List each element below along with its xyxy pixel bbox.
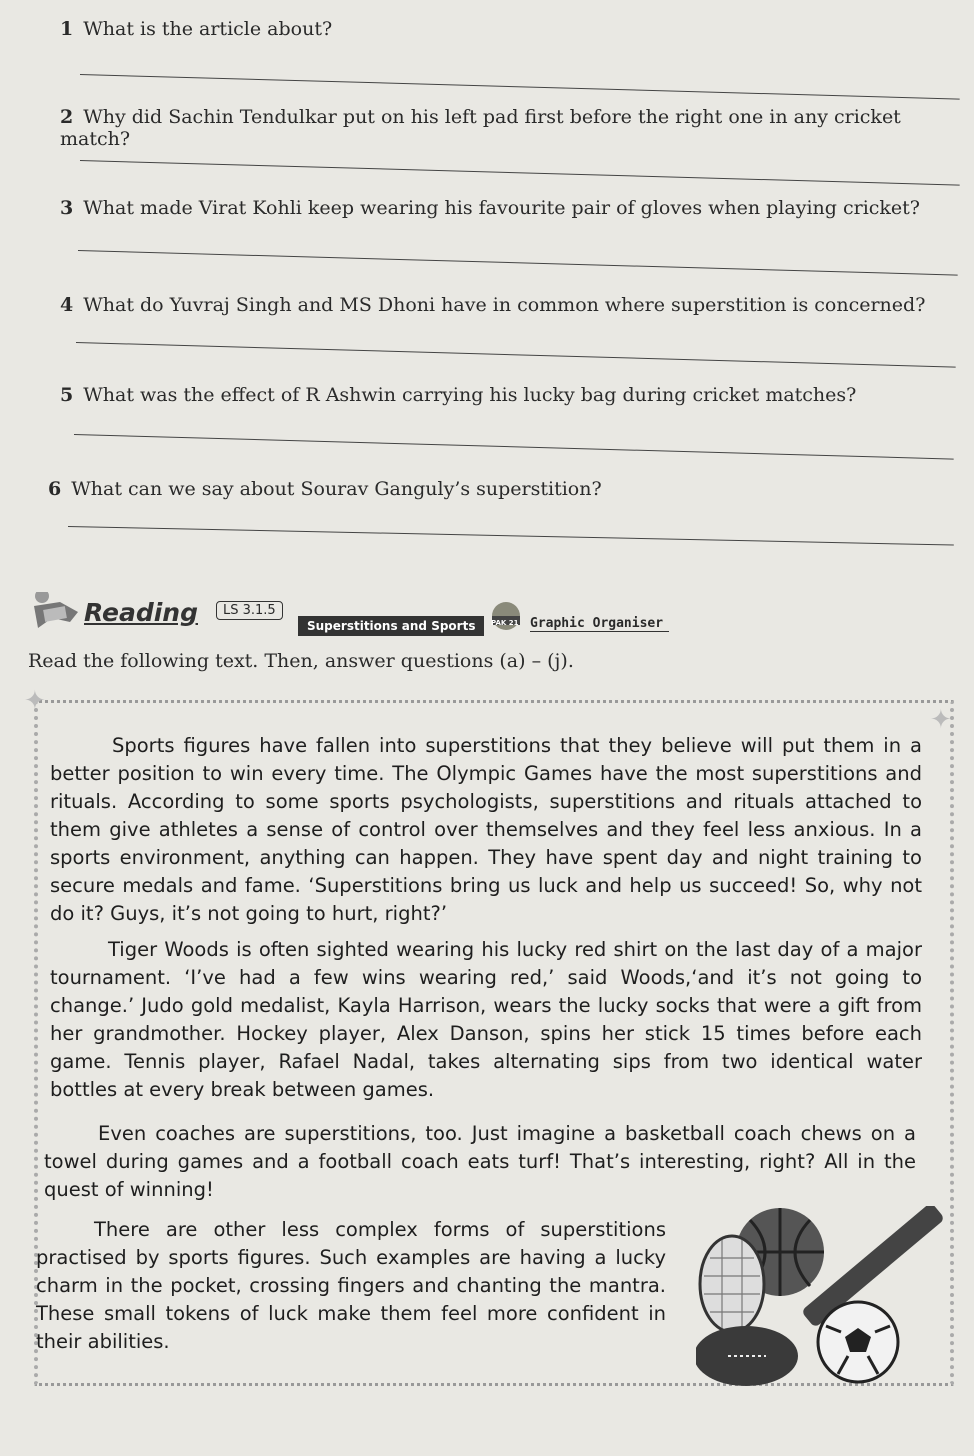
tennis-racket-icon	[700, 1236, 764, 1332]
question-1	[60, 18, 332, 40]
question-number: 1	[60, 18, 74, 40]
passage-paragraph-3: Even coaches are superstitions, too. Just imagine a basketball coach chews on a towel during games and a football coach eats turf! That’s interesting, right? All in the quest of winning!	[44, 1122, 916, 1201]
answer-line-3[interactable]	[78, 250, 958, 276]
answer-line-4[interactable]	[76, 342, 956, 368]
question-3	[60, 197, 920, 219]
question-text: What is the article about?	[83, 18, 333, 40]
question-6	[48, 478, 602, 500]
question-number: 4	[60, 294, 74, 316]
football-icon	[818, 1302, 898, 1382]
question-text: What can we say about Sourav Ganguly’s superstition?	[71, 478, 602, 500]
question-number: 6	[48, 478, 62, 500]
question-number: 3	[60, 197, 74, 219]
passage-paragraph-4: There are other less complex forms of superstitions practised by sports figures. Such examples are having a lucky charm in the pocket, crossing fingers and chanting the mantra. These small tokens of luck make them feel more confident in their abilities.	[36, 1218, 666, 1353]
rugby-ball-icon	[696, 1326, 798, 1386]
question-number: 5	[60, 384, 74, 406]
learning-standard-badge: LS 3.1.5	[216, 601, 283, 620]
question-5	[60, 384, 856, 406]
question-text: Why did Sachin Tendulkar put on his left pad first before the right one in any cricket match?	[60, 106, 901, 150]
passage-paragraph-2: Tiger Woods is often sighted wearing his lucky red shirt on the last day of a major tournament. ‘I’ve had a few wins wearing red,’ said Woods,‘and it’s not going to change.’ Judo gold medalist, Kayla Harrison, wears the lucky socks that were a gift from her grandmother. Hockey player, Alex Danson, spins her stick 15 times before each game. Tennis player, Rafael Nadal, takes alternating sips from two identical water bottles at every break between games.	[50, 938, 922, 1101]
section-title: Reading	[84, 598, 198, 627]
question-text: What was the effect of R Ashwin carrying his lucky bag during cricket matches?	[83, 384, 857, 406]
question-2	[60, 106, 974, 150]
pak21-badge-label: PAK 21	[491, 619, 519, 627]
frame-corner-star-icon: ✦	[24, 686, 46, 716]
theme-tag: Superstitions and Sports	[298, 616, 484, 636]
question-text: What do Yuvraj Singh and MS Dhoni have in common where superstition is concerned?	[83, 294, 926, 316]
graphic-organiser-label: Graphic Organiser	[530, 616, 669, 632]
pak21-badge-icon	[486, 598, 526, 638]
passage-paragraph-1: Sports figures have fallen into superstitions that they believe will put them in a better position to win every time. The Olympic Games have the most superstitions and rituals. According to some sports psychologists, superstitions and rituals attached to them give athletes a sense of control over themselves and they feel less anxious. In a sports environment, anything can happen. They have spent day and night training to secure medals and fame. ‘Superstitions bring us luck and help us succeed! So, why not do it? Guys, it’s not going to hurt, right?’	[50, 734, 922, 925]
question-text: What made Virat Kohli keep wearing his favourite pair of gloves when playing cricket?	[83, 197, 920, 219]
answer-line-2[interactable]	[80, 160, 960, 186]
answer-line-6[interactable]	[68, 526, 954, 546]
instruction-text: Read the following text. Then, answer questions (a) – (j).	[28, 650, 574, 672]
reading-icon	[30, 592, 82, 636]
frame-corner-star-icon: ✦	[930, 705, 952, 735]
answer-line-1[interactable]	[80, 74, 960, 100]
question-4	[60, 294, 925, 316]
reading-section-banner	[30, 592, 970, 636]
answer-line-5[interactable]	[74, 434, 954, 460]
question-number: 2	[60, 106, 74, 128]
sports-equipment-illustration	[696, 1206, 956, 1396]
